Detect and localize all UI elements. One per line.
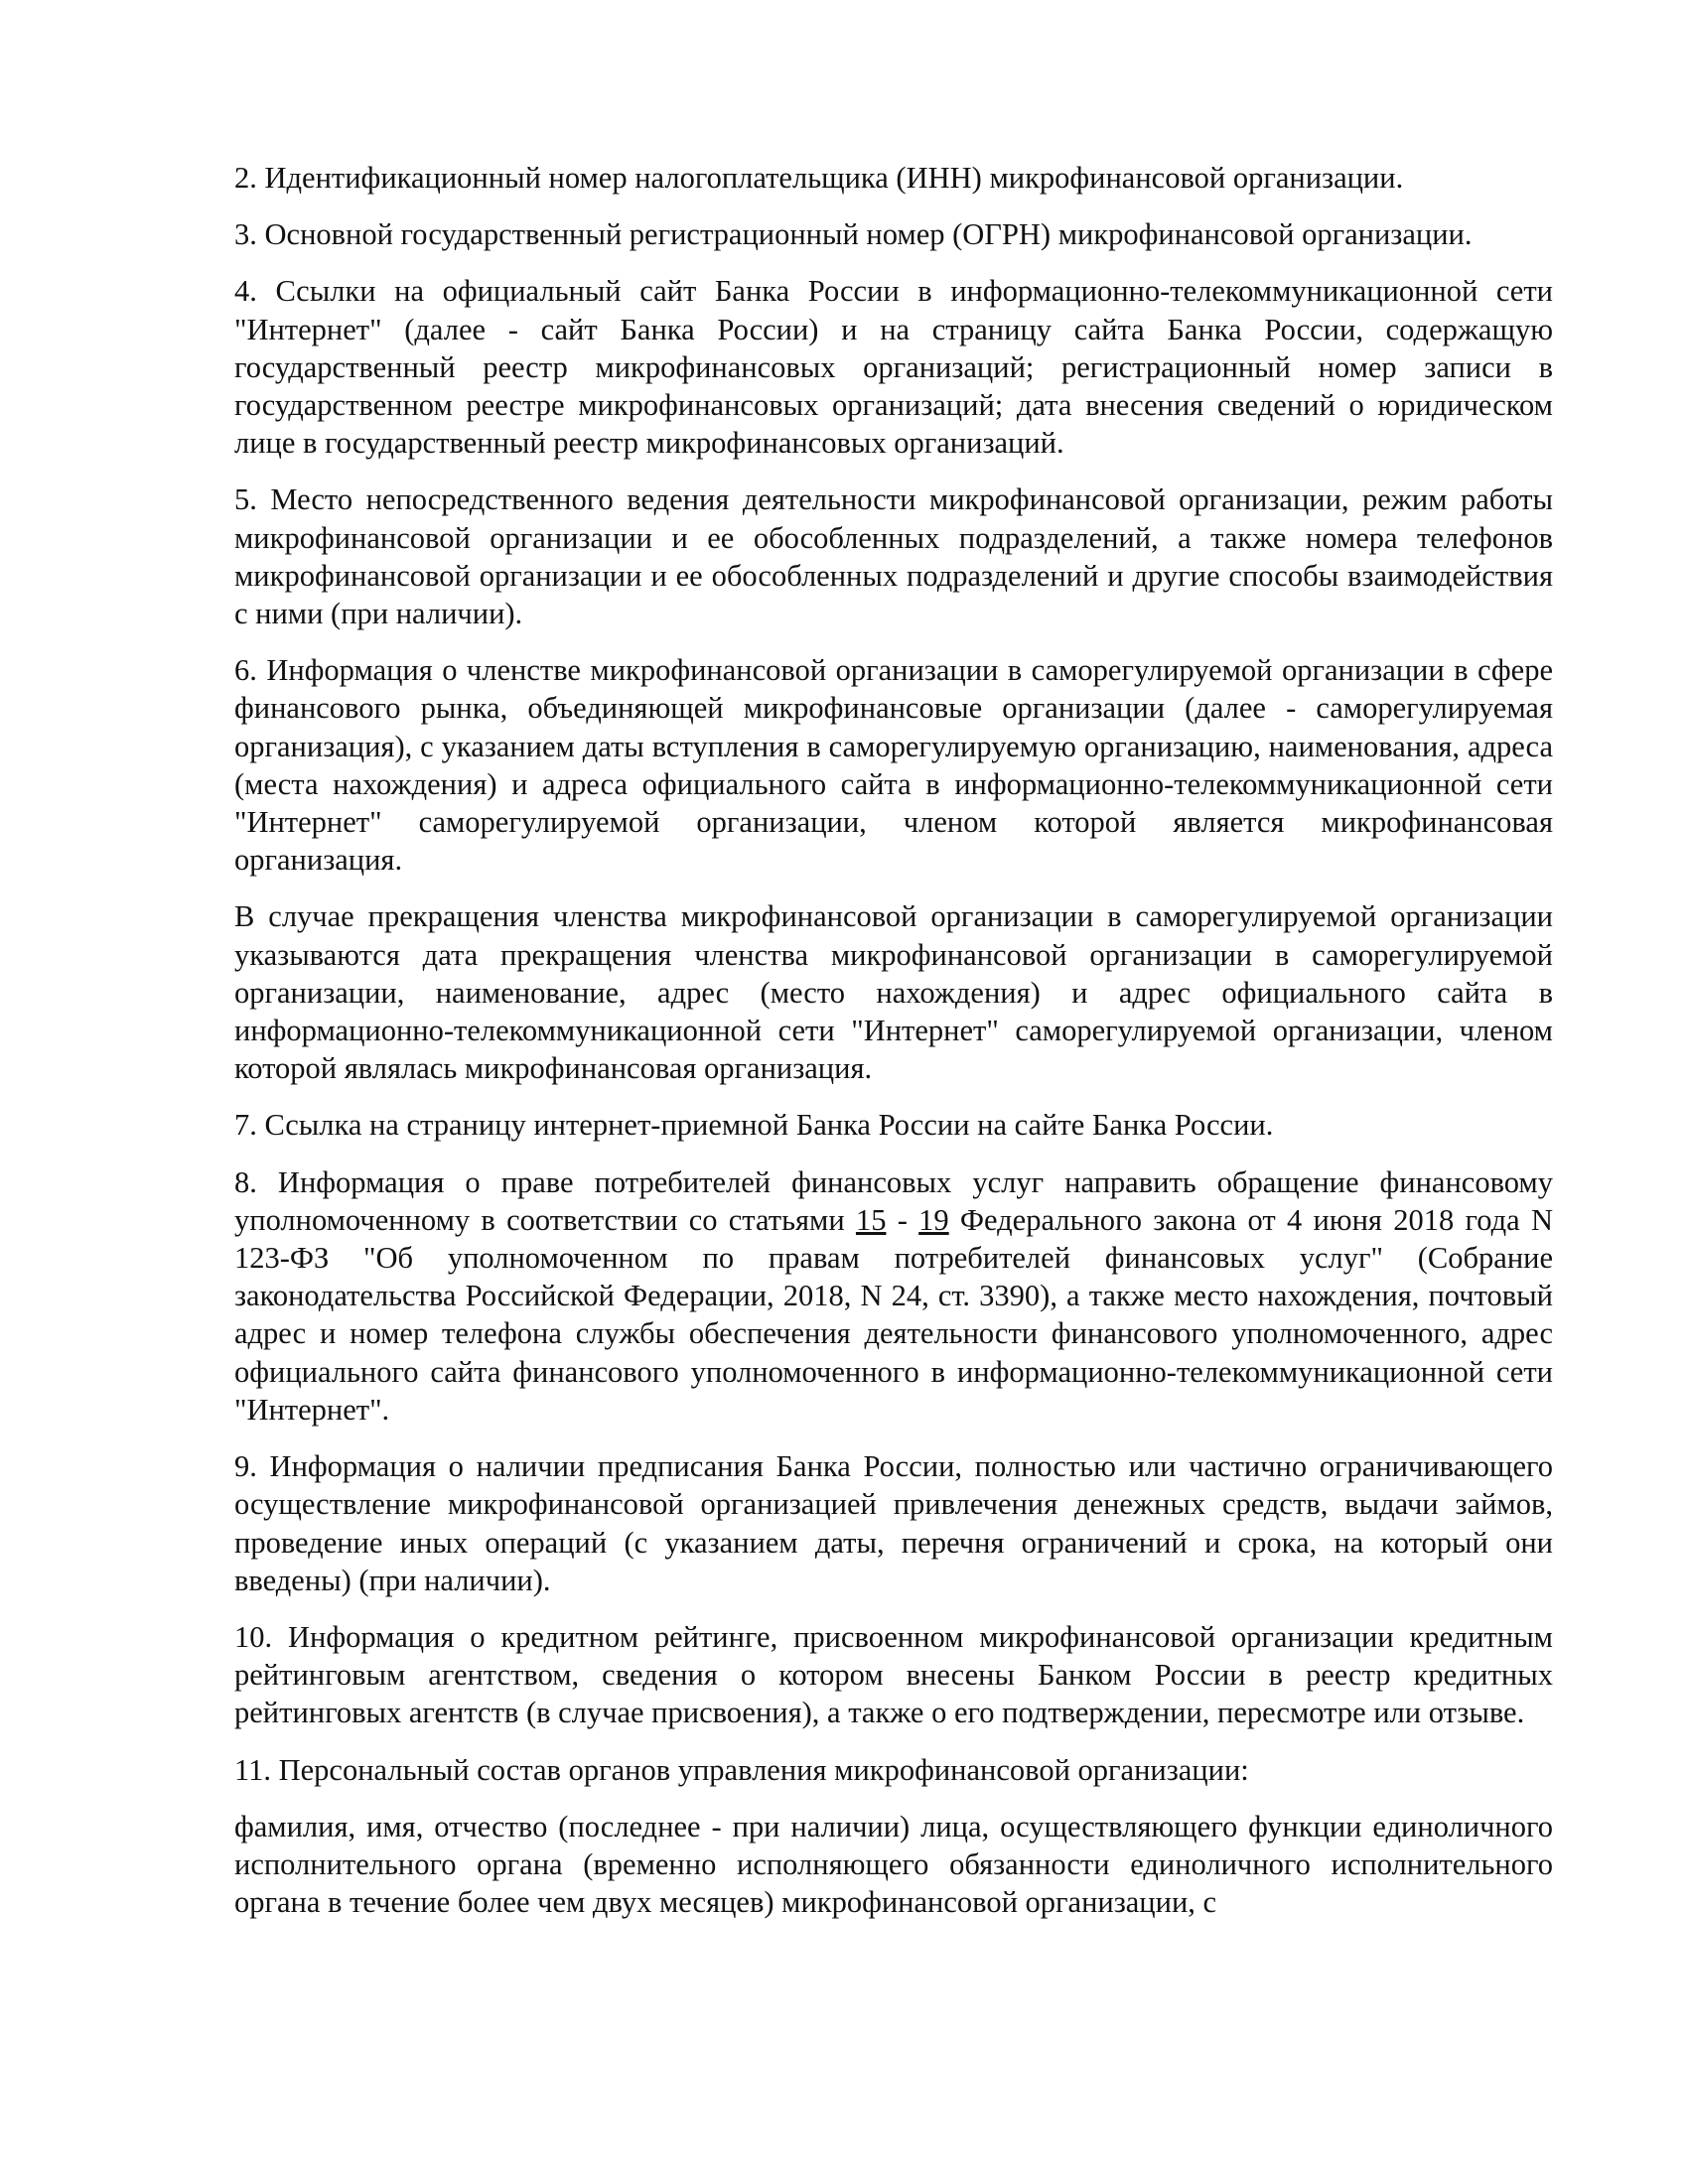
paragraph-item-7: 7. Ссылка на страницу интернет-приемной Банка России на сайте Банка России. — [234, 1108, 1274, 1143]
paragraph-item-6: 6. Информация о членстве микрофинансовой организации в саморегулируемой организации в сфере финансового рынка, объединяющей микрофинансовые организации (далее - саморегулируемая организация), с указанием даты вступления в саморегулируемую организацию, наименования, адреса (места нахождения) и адреса официального сайта в информационно-телекоммуникационной сети "Интернет" саморегулируемой организации, членом которой является микрофинансовая организация. — [234, 653, 1553, 878]
paragraph-item-8-dash: - — [886, 1202, 919, 1237]
paragraph-item-4: 4. Ссылки на официальный сайт Банка России в информационно-телекоммуникационной сети "Интернет" (далее - сайт Банка России) и на страницу сайта Банка России, содержащую государственный реестр микрофинансовых организаций; регистрационный номер записи в государственном реестре микрофинансовых организаций; дата внесения сведений о юридическом лице в государственный реестр микрофинансовых организаций. — [234, 274, 1553, 461]
paragraph-item-8-text-start: 8. Информация о праве потребителей финансовых услуг направить обращение финансовому уполномоченному в соответствии со статьями — [234, 1164, 1553, 1237]
document-body — [234, 159, 1553, 1940]
paragraph-item-8 — [234, 1163, 1553, 1429]
paragraph-item-11: 11. Персональный состав органов управления микрофинансовой организации: — [234, 1752, 1249, 1787]
article-15-link[interactable]: 15 — [855, 1202, 887, 1237]
paragraph-executive-body: фамилия, имя, отчество (последнее - при наличии) лица, осуществляющего функции единоличного исполнительного органа (временно исполняющего обязанности единоличного исполнительного органа в течение более чем двух месяцев) микрофинансовой организации, с — [234, 1809, 1553, 1920]
paragraph-item-10: 10. Информация о кредитном рейтинге, присвоенном микрофинансовой организации кредитным рейтинговым агентством, сведения о котором внесены Банком России в реестр кредитных рейтинговых агентств (в случае присвоения), а также о его подтверждении, пересмотре или отзыве. — [234, 1619, 1553, 1730]
paragraph-item-2: 2. Идентификационный номер налогоплательщика (ИНН) микрофинансовой организации. — [234, 161, 1404, 195]
paragraph-item-5: 5. Место непосредственного ведения деятельности микрофинансовой организации, режим работы микрофинансовой организации и ее обособленных подразделений, а также номера телефонов микрофинансовой организации и ее обособленных подразделений и другие способы взаимодействия с ними (при наличии). — [234, 482, 1553, 631]
paragraph-item-9: 9. Информация о наличии предписания Банка России, полностью или частично ограничивающего осуществление микрофинансовой организацией привлечения денежных средств, выдачи займов, проведение иных операций (с указанием даты, перечня ограничений и срока, на который они введены) (при наличии). — [234, 1449, 1553, 1597]
paragraph-membership-termination: В случае прекращения членства микрофинансовой организации в саморегулируемой организации указываются дата прекращения членства микрофинансовой организации в саморегулируемой организации, наименование, адрес (место нахождения) и адрес официального сайта в информационно-телекоммуникационной сети "Интернет" саморегулируемой организации, членом которой являлась микрофинансовая организация. — [234, 899, 1553, 1086]
paragraph-item-8-text-end: Федерального закона от 4 июня 2018 года N 123-ФЗ "Об уполномоченном по правам потребителей финансовых услуг" (Собрание законодательства Российской Федерации, 2018, N 24, ст. 3390), а также место нахождения, почтовый адрес и номер телефона службы обеспечения деятельности финансового уполномоченного, адрес официального сайта финансового уполномоченного в информационно-телекоммуникационной сети "Интернет". — [234, 1202, 1553, 1427]
paragraph-item-3: 3. Основной государственный регистрационный номер (ОГРН) микрофинансовой организации. — [234, 217, 1473, 252]
article-19-link[interactable]: 19 — [918, 1202, 949, 1237]
